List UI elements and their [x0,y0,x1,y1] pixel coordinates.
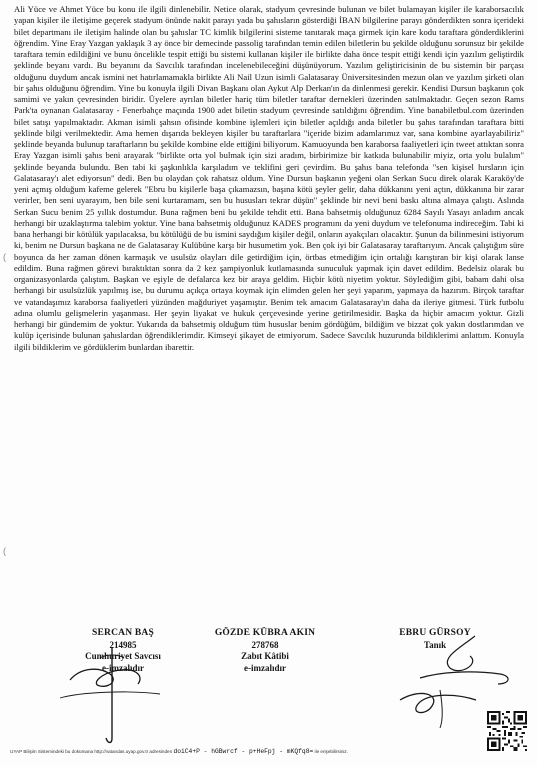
witness-title: Tanık [423,639,447,650]
footer-prefix: UYAP Bilişim Sistemindeki bu dokümana http://vatandas.uyap.gov.tr adresinden [10,749,173,754]
prosecutor-number: 214985 [109,639,137,650]
witness-name: EBRU GÜRSOY [399,628,471,638]
prosecutor-esign-note: e-imzalıdır [102,662,144,673]
footer-suffix: ile erişebilirsiniz. [314,749,348,754]
statement-paragraph: Ali Yüce ve Ahmet Yüce bu konu ile ilgili dinlenebilir. Netice olarak, stadyum çevresinde bulunan ve bilet bulamayan kişiler ile karaborsacılık yapan kişiler ile iletişime geçerek stadyum önünde nakit parayı yada bu şahısların gösterdiği İBAN bilgilerine parayı gönderdikten sonra içerideki bilet departmanı ile iletişim halinde olan bu şahıslar TC kimlik bilgilerini sisteme tanıtarak maça girmek için kare kodu taraftara gönderdiklerini öğrendim. Yine Eray Yazgan yaklaşık 3 ay önce bir demecinde passolig tarafından temin edilen biletlerin bu şekilde olduğunu sorunsuz bir şekilde taraftara temin edildiğini ve bunu öncelikle tespit ettiği bu sistemi kullanan kişiler ile birlikte daha önce tespit ettiği kendi için yazılım geliştirdik şeklinde beyanı vardı. Bu beyanını da Savcılık tarafından incelenebileceğini düşünüyorum. Yazılım geliştiricisinin de bu sistemin bir parçası olduğunu duydum ancak ismini net hatırlamamakla birlikte Ali Nail Uzun isimli Galatasaray Üniversitesinden mezun olan ve yazılım şirketi olan bir şahıs olduğunu öğrendim. Yine bu konuyla ilgili Divan Başkanı olan Aykut Alp Derkan'ın da dinlenmesi gerekir. Kendisi Dursun başkanın çok samimi ve yakın çevresinden biridir. Üyelere ayrılan biletler hariç tüm biletler taraftar dernekleri üzerinden satılmaktadır. Geçen sezon Rams Park'ta oynanan Galatasaray - Fenerbahçe maçında 1900 adet biletin stadyum çevresinde satıldığını öğrendim. Yine banabiletbul.com üzerinden bilet satışı yapılmaktadır. Akman isimli şahsın ofisinde kombine işlemleri için biletler açıldığı anda biletler bu şahıs tarafından taraftara bitti şeklinde bilgi verilmektedir. Ama hemen dışarıda bekleyen kişiler bu taraftarlara "içeride bizim adamlarımız var, sana kombine ayarlayabiliriz" şeklinde beyanda bulunup taraftarların bu şekilde kombine elde ettiğini biliyorum. Kamuoyunda ben karaborsa faaliyetleri için tweet attıktan sonra Eray Yazgan isimli şahıs beni arayarak "birlikte orta yol bulmak için sizi aradım, birbirimize bir katkıda bulunabilir miyiz, orta yolu bulalım" şeklinde beyanda bulundu. Ben tabi ki şaşkınlıkla karşıladım ve teklifini geri çevirdim. Bu şahıs bana telefonda "sen kişisel hırsların için Galatasaray'ı alet ediyorsun" dedi. Ben bu olaydan çok rahatsız oldum. Yine Dursun başkanın yeğeni olan Serkan Sucu direk olarak Karaköy'de yeni açmış olduğum kafeme gelerek "Ebru bu kişilerle başa çıkamazsın, başına kötü şeyler gelir, daha dükkanını yeni açtın, dükkanına bir zarar verirler, ben seni uyarayım, ben bile seni kurtaramam, sen bu hususları tekrar düşün" şeklinde bir nevi beni baskı altına almaya çalıştı. Aslında Serkan Sucu benim 25 yıllık dostumdur. Buna rağmen beni bu şekilde tehdit etti. Bana bahsetmiş olduğunuz 6284 Sayılı Yasayı anladım ancak herhangi bir uzaklaştırma talebim yoktur. Yine bana bahsetmiş olduğunuz KADES programını da yeni duydum ve telefonuma indireceğim. Tabi ki bana herhangi bir kötülük yapılacaksa, bu kötülüğü de bu ismini saydığım kişiler değil, onların ayakçıları olacaktır. Şunun da bilinmesini istiyorum ki, benim ne Dursun başkana ne de Galatasaray Kulübüne karşı bir husumetim yok. Ben çok iyi bir Galatasaray taraftarıyım. Ancak çalıştığım süre boyunca da her zaman dönen karmaşık ve usulsüz olayları dile getirdiğim için, örtbas etmediğim için ortalığı karıştıran bir kişi olarak lanse edildim. Buna rağmen görevi bıraktıktan sonra da 2 kez şampiyonluk kutlamasında sunuculuk yapmak için davet edildim. Bedelsiz olarak bu organizasyonlarda çalıştım. Başkan ve eşiyle de defalarca kez bir araya geldim. Hiçbir kötü niyetim yoktur. Söylediğim gibi, babam dahi olsa herhangi bir usulsüzlük yapılmış ise, bu durumu açıkça ortaya koymak için elimden gelen her şeyi yaparım, yapmaya da hazırım. Birçok taraftar ve vatandaşımız karaborsa faaliyetleri yüzünden mağduriyet yaşamıştır. Benim tek amacım Galatasaray'ın daha da ileriye gitmesi. Türk futbolu adına olumlu gelişmelerin yaşanması. Her şeyin liyakat ve hukuk çerçevesinde yerine getirilmesidir. Başka da hiçbir amacım yoktur. Gizli herhangi bir gündemim de yoktur. Yukarıda da bahsetmiş olduğum tüm hususlar benim gördüğüm, bildiğim ve bizzat çok yakın dostlarımdan ve kulüp içerisinde bulunan şahıslardan öğrendiklerimdir. Kimseyi şikayet de etmiyorum. Sadece Savcılık huzurunda bildiklerimi anlattım. Konuyla ilgili bildiklerim ve gördüklerim bunlardan ibarettir. [14,4,524,352]
signature-witness [360,628,510,651]
signature-clerk [190,628,340,674]
clerk-name: GÖZDE KÜBRA AKIN [214,628,316,638]
statement-body [14,4,524,353]
prosecutor-title: Cumhuriyet Savcısı [85,651,161,661]
signature-prosecutor [48,628,198,674]
clerk-title: Zabıt Kâtibi [241,651,289,661]
clerk-number: 278768 [251,639,279,650]
qr-code-icon [487,711,527,751]
clerk-esign-note: e-imzalıdır [244,662,286,673]
uyap-footer [10,748,480,755]
prosecutor-name: SERCAN BAŞ [92,628,154,638]
margin-mark: ( [3,252,6,262]
margin-mark: ( [3,546,6,556]
footer-verification-code: doiC4+P - hGBwrcf - p+HeFpj - mKQfq8= [173,748,314,755]
